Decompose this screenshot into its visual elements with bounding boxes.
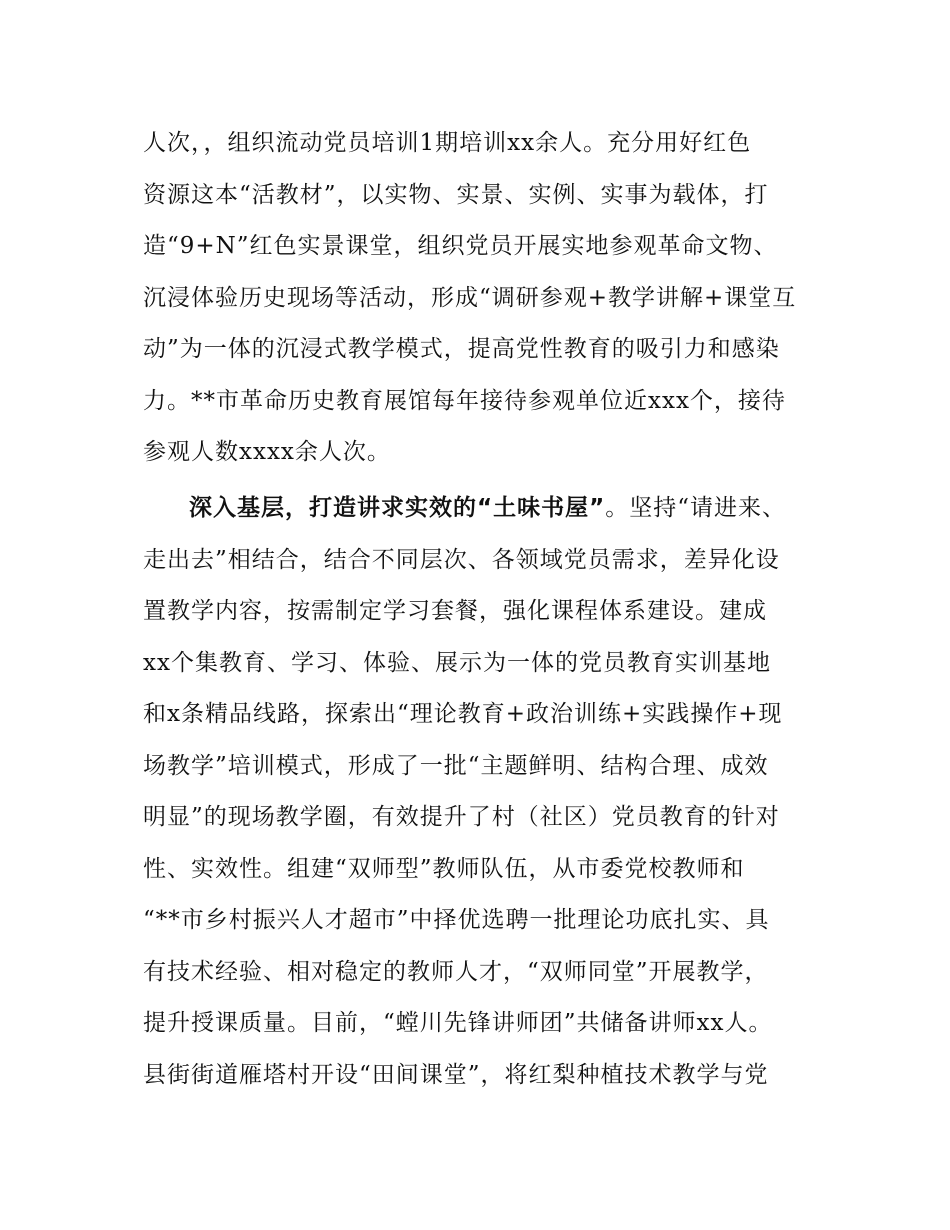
text-line: xx个集教育、学习、体验、展示为一体的党员教育实训基地 [143,649,771,676]
paragraph-1 [143,118,843,479]
text-line: “**市乡村振兴人才超市”中择优选聘一批理论功底扎实、具 [143,907,770,933]
text-line: 置教学内容，按需制定学习套餐，强化课程体系建设。建成 [143,598,767,624]
text-line: 和x条精品线路，探索出“理论教育+政治训练+实践操作+现 [143,701,783,727]
text-line: 动”为一体的沉浸式教学模式，提高党性教育的吸引力和感染 [143,336,780,362]
text-line: 性、实效性。组建“双师型”教师队伍，从市委党校教师和 [143,855,745,882]
text-line: 县街街道雁塔村开设“田间课堂”，将红梨种植技术教学与党 [143,1061,769,1088]
text-line: 造“9+N”红色实景课堂，组织党员开展实地参观革命文物、 [143,233,778,259]
text-line: 明显”的现场教学圈，有效提升了村（社区）党员教育的针对 [143,804,780,830]
text-line: 有技术经验、相对稳定的教师人才，“双师同堂”开展教学， [143,958,769,985]
text-line: 参观人数xxxx余人次。 [143,439,391,465]
paragraph-first-line [143,483,843,535]
text-line: 资源这本“活教材”，以实物、实景、实例、实事为载体，打 [143,181,769,208]
text-line: 场教学”培训模式，形成了一批“主题鲜明、结构合理、成效 [143,752,769,779]
text-line: 沉浸体验历史现场等活动，形成“调研参观+教学讲解+课堂互 [143,284,797,311]
text-line: 提升授课质量。目前，“螳川先锋讲师团”共储备讲师xx人。 [143,1010,773,1036]
text-line: 走出去”相结合，结合不同层次、各领域党员需求，差异化设 [143,546,780,573]
text-line: 人次，，组织流动党员培训1期培训xx余人。充分用好红色 [143,130,752,156]
paragraph-heading: 深入基层，打造讲求实效的“土味书屋” [189,495,606,521]
paragraph-2 [143,483,843,1101]
first-line-rest: 。坚持“请进来、 [605,495,786,521]
text-line: 力。**市革命历史教育展馆每年接待参观单位近xxx个，接待 [143,387,786,414]
